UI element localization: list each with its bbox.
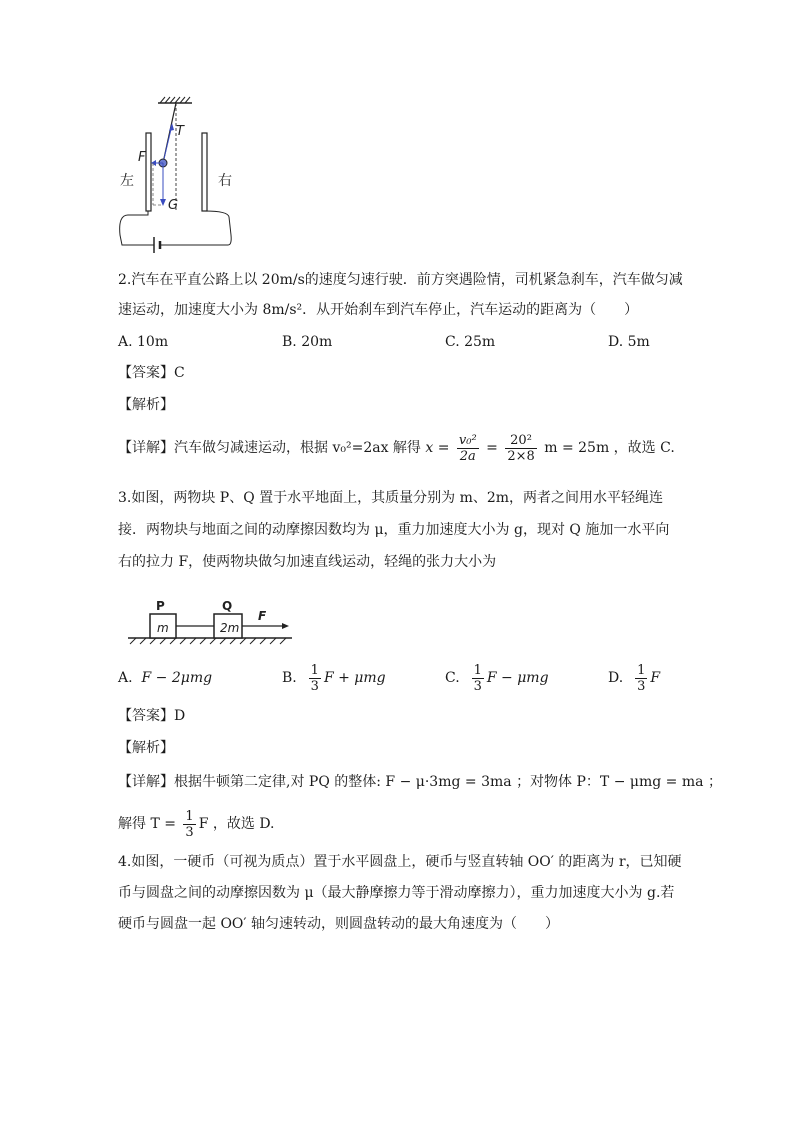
q3-option-a: A. F − 2μmg [118,670,213,686]
label-left: 左 [120,173,134,189]
q2-option-b: B. 20m [282,334,333,350]
label-T: T [176,124,184,139]
q2-option-c: C. 25m [445,334,496,350]
q3-option-c-fraction: $\frac{1}{3}$ [473,662,482,694]
figure-pendulum-plates [110,95,250,260]
label-right: 右 [218,173,232,189]
q3-option-b: B. $\frac{1}{3}$ F + μmg [282,662,386,694]
q3-detail-fraction: $\frac{1}{3}$ [185,808,194,840]
q2-line1: 2.汽车在平直公路上以 20m/s的速度匀速行驶．前方突遇险情，司机紧急刹车，汽车做匀减 [118,272,683,288]
q3-analysis: 【解析】 [118,740,174,756]
q2-detail-x: x = [425,440,450,456]
q2-detail-prefix: 【详解】汽车做匀减速运动，根据 v₀²=2ax 解得 [118,440,421,456]
figure-blocks [126,592,296,648]
label-G: G [168,198,179,213]
q3-answer: 【答案】D [118,708,186,724]
q4-line1: 4.如图，一硬币（可视为质点）置于水平圆盘上，硬币与竖直转轴 OO′ 的距离为 r，已知硬 [118,854,682,870]
q3-option-d: D. $\frac{1}{3}$ F [608,662,661,694]
q2-fraction-2: $\frac{\text{20²}}{2\times 8}$ [507,432,535,464]
q3-line3: 右的拉力 F，使两物块做匀加速直线运动，轻绳的张力大小为 [118,554,497,570]
fig-label-m: m [157,621,169,635]
q3-line1: 3.如图，两物块 P、Q 置于水平地面上，其质量分别为 m、2m，两者之间用水平轻绳连 [118,490,664,506]
q4-line3: 硬币与圆盘一起 OO′ 轴匀速转动，则圆盘转动的最大角速度为（ ） [118,916,560,932]
fig-label-P: P [156,599,165,613]
q2-fraction-1: $\frac{\text{v₀²}}{2a}$ [458,432,477,464]
q3-detail-1: 【详解】根据牛顿第二定律,对 PQ 的整体: F − μ·3mg = 3ma ；对物体 P：T − μmg = ma ； [118,774,722,790]
q4-line2: 币与圆盘之间的动摩擦因数为 μ（最大静摩擦力等于滑动摩擦力），重力加速度大小为 g.若 [118,885,675,901]
q2-option-a: A. 10m [118,334,169,350]
q2-option-d: D. 5m [608,334,650,350]
fig-label-Q: Q [222,599,233,613]
q3-detail-2: 解得 T = $\frac{1}{3}$ F ，故选 D. [118,808,275,840]
fig-label-2m: 2m [220,621,240,635]
fig-label-F: F [258,609,267,623]
q2-answer: 【答案】C [118,365,185,381]
label-F: F [138,150,146,165]
q3-option-c: C. $\frac{1}{3}$ F − μmg [445,662,549,694]
q3-option-b-fraction: $\frac{1}{3}$ [310,662,319,694]
q2-detail-result: m = 25m ，故选 C. [544,440,675,456]
q3-line2: 接．两物块与地面之间的动摩擦因数均为 μ，重力加速度大小为 g，现对 Q 施加一水平向 [118,522,670,538]
q3-option-d-fraction: $\frac{1}{3}$ [637,662,646,694]
q2-line2: 速运动，加速度大小为 8m/s²．从开始刹车到汽车停止，汽车运动的距离为（ ） [118,302,639,318]
q2-analysis: 【解析】 [118,397,174,413]
q2-detail: 【详解】汽车做匀减速运动，根据 v₀²=2ax 解得 x = $\frac{\text{v₀²}}{2a}$ = $\frac{\text{20²}}{2\times 8}$ m = 25m ，故选 C. [118,432,675,464]
